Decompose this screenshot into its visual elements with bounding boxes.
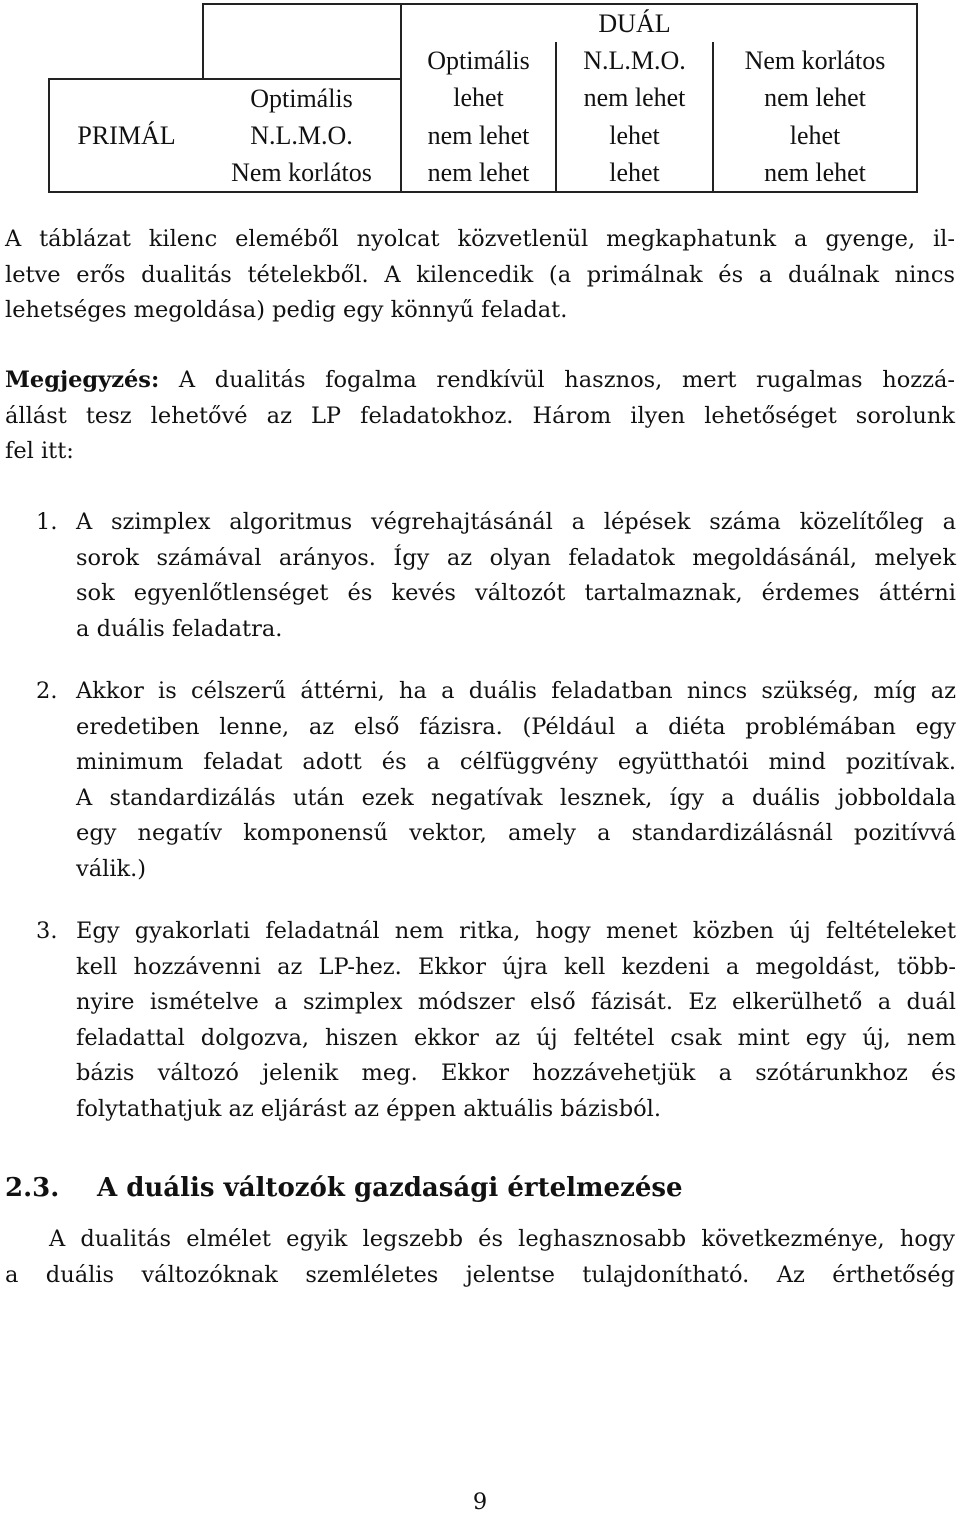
text-line: Akkor is célszerű áttérni, ha a duális feladatban nincs szükség, míg az (76, 678, 956, 704)
page-number: 9 (472, 1489, 488, 1515)
text-line: A standardizálás után ezek negatívak lesznek, így a duális jobboldala (76, 784, 956, 811)
text-line: a duális feladatra. (76, 615, 283, 642)
text-line: eredetiben lenne, az első fázisra. (Például a diéta problémában egy (76, 713, 956, 740)
text-line: A dualitás elmélet egyik legszebb és leghasznosabb következménye, hogy (49, 1226, 955, 1252)
text-line: fel itt: (5, 438, 74, 464)
paragraph-table-explanation (5, 222, 955, 329)
duality-table (48, 3, 918, 193)
list-item-number: 2. (36, 678, 58, 704)
section-number: 2.3. (5, 1173, 60, 1203)
primal-label: PRIMÁL (49, 117, 203, 154)
row-header: N.L.M.O. (250, 121, 353, 150)
list-item (76, 914, 956, 1127)
text-line: sorok számával arányos. Így az olyan feladatok megoldásánál, melyek (76, 544, 956, 571)
text-line: Egy gyakorlati feladatnál nem ritka, hogy menet közben új feltételeket (76, 918, 956, 944)
column-header: Optimális (401, 42, 556, 79)
text-line: állást tesz lehetővé az LP feladatokhoz. Három ilyen lehetőséget sorolunk (5, 402, 955, 429)
text-line: a duális változóknak szemléletes jelentse tulajdonítható. Az érthetőség (5, 1261, 955, 1288)
table-row (49, 154, 917, 192)
list-item-number: 1. (36, 509, 58, 535)
table-cell: nem lehet (401, 117, 556, 154)
dual-label: DUÁL (556, 4, 713, 42)
text-line: minimum feladat adott és a célfüggvény együtthatói mind pozitívak. (76, 749, 956, 775)
text-line: letve erős dualitás tételekből. A kilencedik (a primálnak és a duálnak nincs (5, 261, 955, 288)
paragraph-dual-variables (5, 1222, 955, 1293)
text-line: lehetséges megoldása) pedig egy könnyű feladat. (5, 297, 568, 323)
row-header: Optimális (203, 79, 401, 117)
list-item-number: 3. (36, 918, 58, 944)
table-cell: lehet (556, 117, 713, 154)
text-line: nyire ismételve a szimplex módszer első fázisát. Ez elkerülhető a duál (76, 989, 956, 1015)
text-line: A szimplex algoritmus végrehajtásánál a lépések száma közelítőleg a (76, 509, 956, 535)
table-header-row (49, 42, 917, 79)
section-heading (5, 1168, 683, 1208)
table-row (49, 79, 917, 117)
column-header: N.L.M.O. (556, 42, 713, 79)
row-header: Nem korlátos (203, 154, 401, 192)
note-paragraph (5, 363, 955, 470)
text-line: A dualitás fogalma rendkívül hasznos, mert rugalmas hozzá- (178, 367, 955, 393)
table-cell: nem lehet (401, 154, 556, 192)
text-line: bázis változó jelenik meg. Ekkor hozzávehetjük a szótárunkhoz és (76, 1060, 956, 1086)
text-line: kell hozzávenni az LP-hez. Ekkor újra kell kezdeni a megoldást, több- (76, 953, 956, 980)
table-row (49, 117, 917, 154)
table-cell: lehet (713, 117, 917, 154)
table-cell: nem lehet (713, 154, 917, 192)
note-label: Megjegyzés: (5, 367, 160, 393)
table-cell: lehet (556, 154, 713, 192)
text-line: folytathatjuk az eljárást az éppen aktuális bázisból. (76, 1095, 662, 1122)
text-line: válik.) (76, 855, 147, 882)
table-row-dual-title (49, 4, 917, 42)
text-line: sok egyenlőtlenséget és kevés változót tartalmaznak, érdemes áttérni (76, 580, 956, 606)
text-line: feladattal dolgozva, hiszen ekkor az új feltétel csak mint egy új, nem (76, 1024, 956, 1051)
table-cell: nem lehet (556, 79, 713, 117)
table-cell: nem lehet (713, 79, 917, 117)
list-item (76, 674, 956, 887)
text-line: egy negatív komponensű vektor, amely a standardizálásnál pozitívvá (76, 820, 956, 846)
section-title: A duális változók gazdasági értelmezése (97, 1173, 683, 1203)
text-line: A táblázat kilenc eleméből nyolcat közvetlenül megkaphatunk a gyenge, il- (5, 226, 955, 252)
table-cell: lehet (401, 79, 556, 117)
list-item (76, 505, 956, 647)
column-header: Nem korlátos (713, 42, 917, 79)
